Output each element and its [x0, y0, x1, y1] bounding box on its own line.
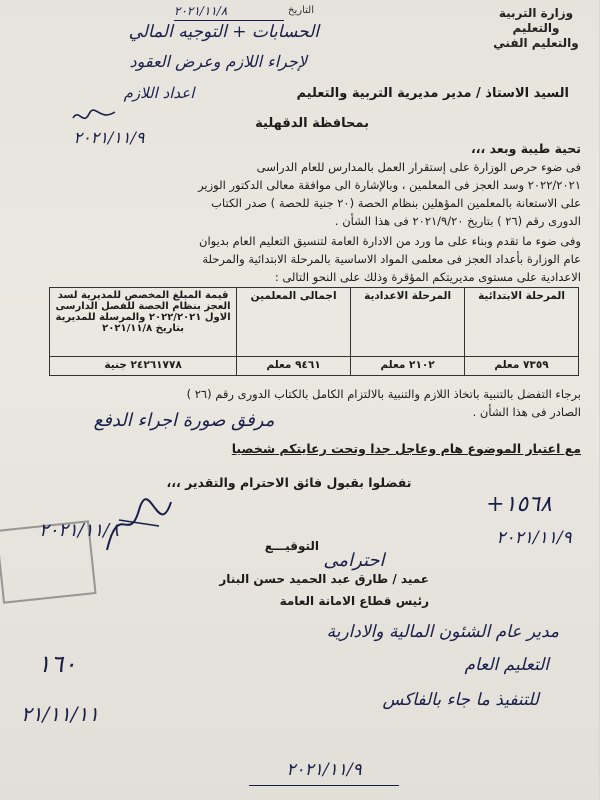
regards: تفضلوا بقبول فائق الاحترام والتقدير ،،،: [167, 475, 413, 490]
body-paragraph-2: [22, 232, 582, 286]
margin-date: ٢٠٢١/١١/٩: [497, 528, 573, 548]
handwritten-bottom-line1: مدير عام الشئون المالية والادارية: [327, 622, 560, 642]
date-value: ٢٠٢١/١١/٨: [175, 4, 229, 18]
table-header-row: [51, 288, 580, 357]
body-line: وفى ضوء ما تقدم وبناء على ما ورد من الادارة العامة لتنسيق التعليم العام بديوان: [200, 234, 582, 248]
body-line: الدورى رقم (٢٦ ) بتاريخ ٢٠٢١/٩/٢٠ فى هذا الشأن .: [335, 214, 582, 228]
handwritten-left-date: ٢١/١١/١١: [22, 702, 100, 726]
signature-initials: احترامى: [324, 550, 386, 571]
urgent-note: مع اعتبار الموضوع هام وعاجل جدا وتحت رعايتكم شخصيا: [232, 441, 582, 456]
body-line: الاعدادية على مستوى مديريتكم المؤقرة وذلك على النحو التالى :: [275, 270, 582, 284]
addressee-line1: السيد الاستاذ / مدير مديرية التربية والتعليم: [297, 86, 570, 101]
addressee-line2: بمحافظة الدقهلية: [256, 116, 370, 131]
ministry-line1: وزارة التربية والتعليم: [499, 6, 575, 35]
handwritten-bottom-date: ٢٠٢١/١١/٩: [287, 760, 363, 780]
handwritten-left-number: ١٦٠: [38, 650, 78, 678]
handwritten-note: مرفق صورة اجراء الدفع: [94, 410, 276, 431]
allocation-table: [50, 287, 580, 376]
table-cell: ٩٤٦١ معلم: [238, 357, 352, 376]
body-line: فى ضوء حرص الوزارة على إستقرار العمل بالمدارس للعام الدراسى: [257, 160, 582, 174]
date-field: [175, 2, 315, 22]
ministry-logo: [482, 6, 592, 54]
signature-label: التوقيـــع: [265, 539, 320, 553]
body-line: ٢٠٢٢/٢٠٢١ وسد العجز فى المعلمين ، وبالإشارة الى موافقة معالى الدكتور الوزير: [199, 178, 582, 192]
body-paragraph-1: [22, 158, 582, 230]
stamp-date: ٢٠٢١/١١/٨: [40, 520, 120, 541]
initial-mark-icon: [70, 104, 120, 128]
table-cell: ٧٣٥٩ معلم: [466, 357, 580, 376]
table-header-cell: المرحلة الاعدادية: [352, 288, 466, 357]
handwritten-top-line3: اعداد اللازم: [124, 84, 196, 102]
signature-scribble-icon: [100, 490, 180, 560]
handwritten-bottom-line2: التعليم العام: [465, 655, 550, 675]
table-header-cell: قيمة المبلغ المخصص للمديرية لسد العجز بنظام الحصة للفصل الدارسى الاول ٢٠٢٢/٢٠٢١ والمرسلة للمديرية بتاريخ ٢٠٢١/١١/٨: [51, 288, 238, 357]
table-cell: ٢٤٢٦١٧٧٨ جنية: [51, 357, 238, 376]
closing-line: الصادر فى هذا الشأن .: [473, 405, 582, 419]
handwritten-bottom-line3: للتنفيذ ما جاء بالفاكس: [383, 690, 540, 710]
table-cell: ٢١٠٢ معلم: [352, 357, 466, 376]
margin-number: ١٥٦٨+: [487, 492, 553, 517]
date-label: التاريخ: [289, 5, 315, 16]
body-line: على الاستعانة بالمعلمين المؤهلين بنظام الحصة (٢٠ جنية للحصة ) صدر الكتاب: [212, 196, 582, 210]
table-row: [51, 357, 580, 376]
signatory-name: عميد / طارق عبد الحميد حسن البنار: [220, 572, 430, 586]
table-header-cell: اجمالى المعلمين: [238, 288, 352, 357]
handwritten-top-line2: لإجراء اللازم وعرض العقود: [130, 52, 308, 71]
handwritten-top-date: ٢٠٢١/١١/٩: [74, 128, 146, 147]
body-line: عام الوزارة بأعداد العجز فى معلمى المواد الاساسية بالمرحلة الابتدائية والمرحلة: [203, 252, 582, 266]
table-header-cell: المرحلة الابتدائية: [466, 288, 580, 357]
signatory-title: رئيس قطاع الامانة العامة: [280, 594, 430, 608]
ministry-line2: والتعليم الفني: [494, 36, 580, 50]
closing-line: برجاء التفضل بالتنبية باتخاذ اللازم والتنبية بالالتزام الكامل بالكتاب الدورى رقم (٢٦ ): [187, 387, 582, 401]
handwritten-top-line1: الحسابات + التوجيه المالي: [129, 22, 320, 42]
greeting: تحية طيبة وبعد ،،،: [472, 141, 582, 156]
